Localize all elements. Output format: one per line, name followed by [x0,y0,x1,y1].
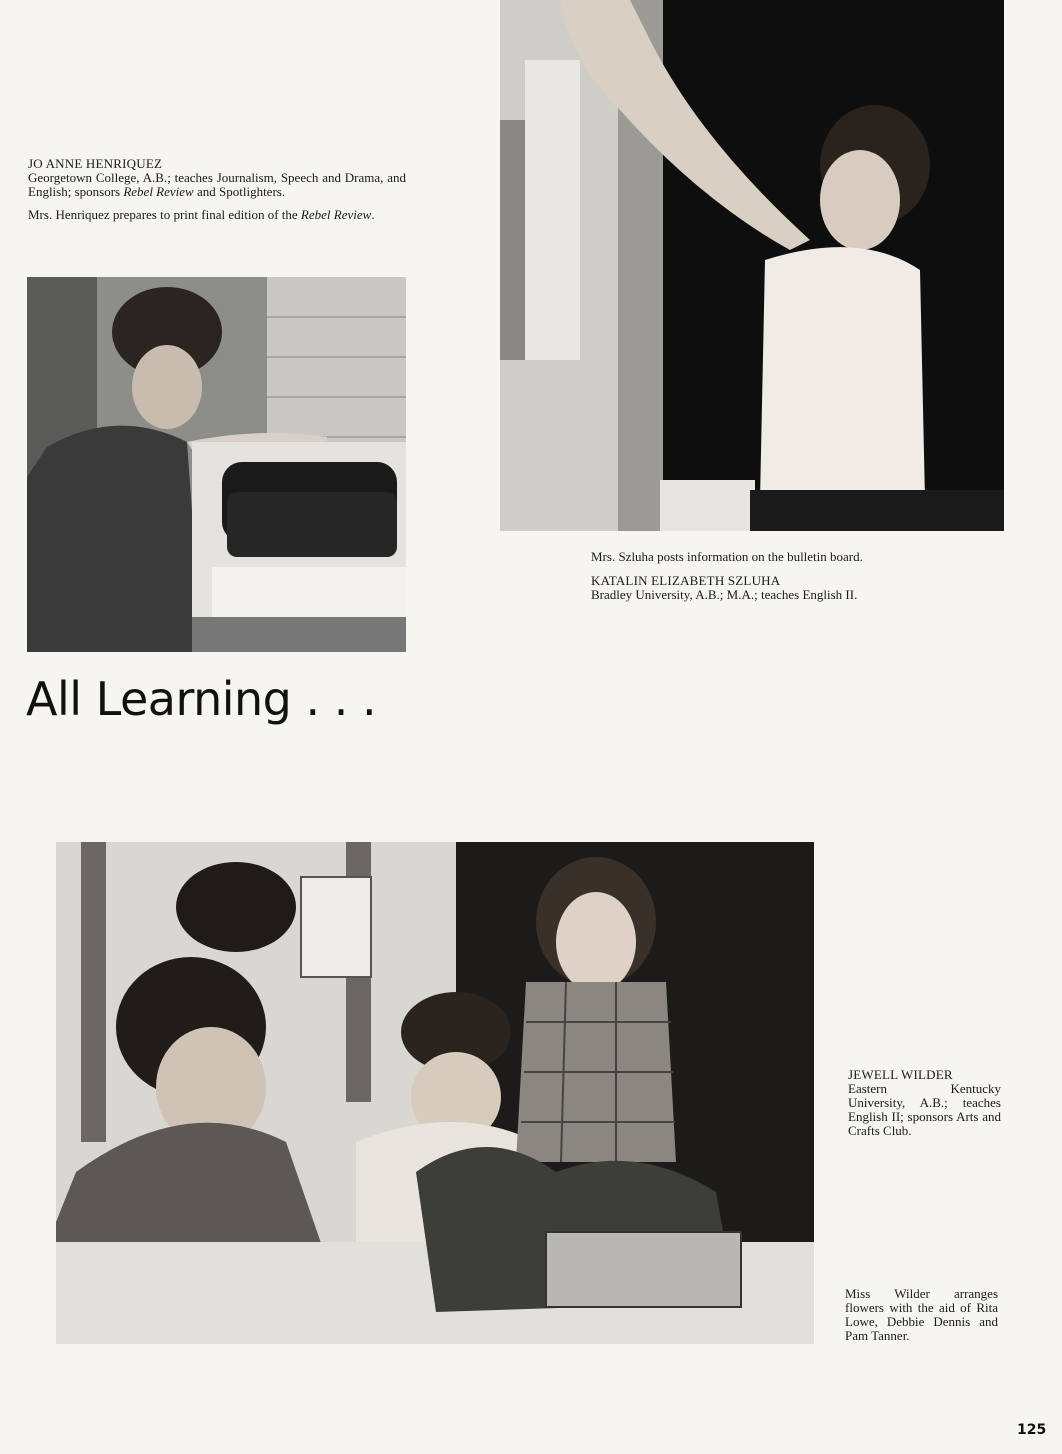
henriquez-bio-line: Georgetown College, A.B.; teaches Journalism, Speech and Drama, and English; sponsors [28,170,406,199]
henriquez-caption-end: . [371,207,375,222]
szluha-bio: Bradley University, A.B.; M.A.; teaches English II. [591,587,858,602]
wilder-caption-block [845,1287,998,1343]
henriquez-bio-publication: Rebel Review [123,184,194,199]
page-number: 125 [1017,1422,1047,1438]
henriquez-printing-photo [27,277,406,652]
henriquez-text-block [28,157,406,222]
wilder-photo-caption: Miss Wilder arranges flowers with the aid of Rita Lowe, Debbie Dennis and Pam Tanner. [845,1286,998,1343]
henriquez-bio [28,171,406,199]
wilder-name: JEWELL WILDER [848,1067,953,1082]
page-title: All Learning . . . [26,672,377,726]
henriquez-name: JO ANNE HENRIQUEZ [28,156,163,171]
wilder-flower-arranging-photo [56,842,814,1344]
henriquez-bio-tail: and Spotlighters. [193,184,286,199]
henriquez-photo-caption [28,208,406,222]
szluha-text-block [591,550,991,602]
szluha-photo-caption: Mrs. Szluha posts information on the bulletin board. [591,549,863,564]
wilder-bio-block [848,1068,1001,1138]
szluha-bulletin-board-photo [500,0,1004,531]
wilder-bio: Eastern Kentucky University, A.B.; teaches English II; sponsors Arts and Crafts Club. [848,1081,1001,1138]
szluha-name: KATALIN ELIZABETH SZLUHA [591,573,781,588]
henriquez-caption-publication: Rebel Review [300,207,372,222]
henriquez-caption-text: Mrs. Henriquez prepares to print final edition of the [28,207,301,222]
